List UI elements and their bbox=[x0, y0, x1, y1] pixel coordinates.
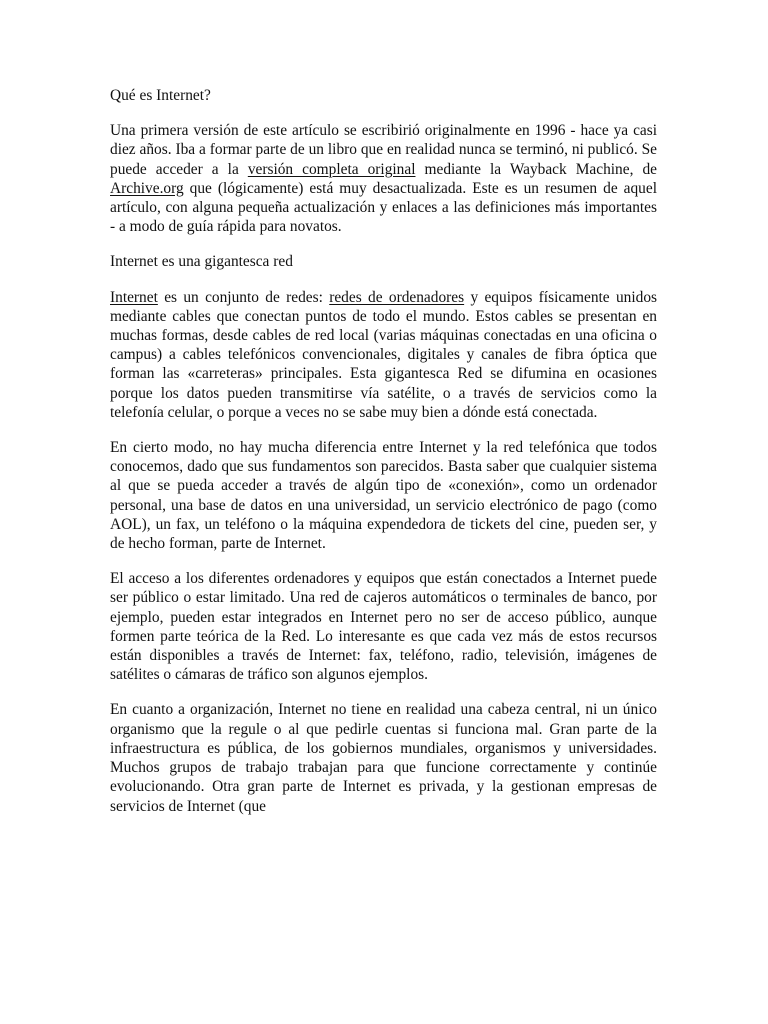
paragraph-telephone-comparison: En cierto modo, no hay mucha diferencia entre Internet y la red telefónica que todos conocemos, dado que sus fundamentos son parecidos. Basta saber que cualquier sistema al que se pueda acceder a través de algún tipo de «conexión», como un ordenador personal, una base de datos en una universidad, un servicio electrónico de pago (como AOL), un fax, un teléfono o la máquina expendedora de tickets del cine, pueden ser, y de hecho forman, parte de Internet. bbox=[110, 439, 657, 553]
paragraph-organization: En cuanto a organización, Internet no tiene en realidad una cabeza central, ni un único organismo que la regule o al que pedirle cuentas si funciona mal. Gran parte de la infraestructura es pública, de los gobiernos mundiales, organismos y universidades. Muchos grupos de trabajo trabajan para que funcione correctamente y continúe evolucionando. Otra gran parte de Internet es privada, y la gestionan empresas de servicios de Internet (que bbox=[110, 701, 657, 815]
link-version-completa-original[interactable]: versión completa original bbox=[247, 160, 416, 178]
section-title: Internet es una gigantesca red bbox=[110, 253, 293, 271]
intro-text-1: Una primera versión de este artículo se escribirió originalmente en 1996 - hace ya casi diez años. Iba a formar parte de un libro que en realidad nunca se terminó, ni publicó. Se puede acceder a la bbox=[110, 122, 657, 178]
document-title: Qué es Internet? bbox=[110, 87, 211, 104]
intro-text-3: que (lógicamente) está muy desactualizada. Este es un resumen de aquel artículo, con alguna pequeña actualización y enlaces a las definiciones más importantes - a modo de guía rápida para novatos. bbox=[110, 179, 657, 236]
para2-text-2: y equipos físicamente unidos mediante cables que conectan puntos de todo el mundo. Estos cables se presentan en muchas formas, desde cables de red local (varias máquinas conectadas en una oficina o campus) a cables telefónicos convencionales, digitales y canales de fibra óptica que forman las «carreteras» principales. Esta gigantesca Red se difumina en ocasiones porque los datos pueden transmitirse vía satélite, o a través de servicios como la telefonía celular, o porque a veces no se sabe muy bien a dónde está conectada. bbox=[110, 288, 658, 421]
link-internet[interactable]: Internet bbox=[110, 288, 158, 306]
paragraph-access: El acceso a los diferentes ordenadores y equipos que están conectados a Internet puede ser público o estar limitado. Una red de cajeros automáticos o terminales de banco, por ejemplo, pueden estar integrados en Internet pero no ser de acceso público, aunque formen parte teórica de la Red. Lo interesante es que cada vez más de estos recursos están disponibles a través de Internet: fax, teléfono, radio, televisión, imágenes de satélites o cámaras de tráfico son algunos ejemplos. bbox=[110, 570, 657, 684]
para2-text-1: es un conjunto de redes: bbox=[157, 288, 330, 306]
intro-text-2: mediante la Wayback Machine, de bbox=[415, 160, 657, 178]
link-redes-de-ordenadores[interactable]: redes de ordenadores bbox=[329, 288, 465, 306]
intro-paragraph bbox=[110, 121, 657, 236]
document-page bbox=[110, 86, 657, 832]
paragraph-internet-definition bbox=[110, 288, 657, 422]
link-archive-org[interactable]: Archive.org bbox=[110, 179, 184, 197]
